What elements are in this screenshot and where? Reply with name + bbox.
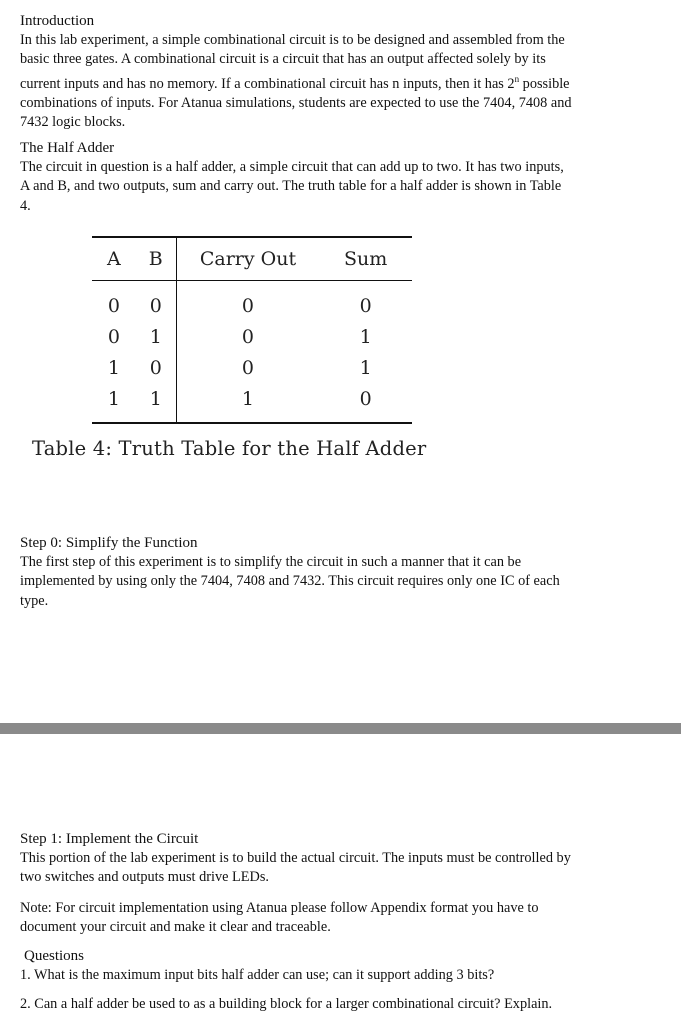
truth-table xyxy=(92,236,412,424)
cell-a: 0 xyxy=(107,325,120,348)
page-divider xyxy=(0,723,681,734)
question-2: 2. Can a half adder be used to as a building block for a larger combinational circuit? Explain. xyxy=(20,996,553,1013)
cell-a: 0 xyxy=(107,294,120,317)
cell-carry-out: 0 xyxy=(241,325,255,348)
half-adder-heading: The Half Adder xyxy=(20,140,115,156)
step1-line: two switches and outputs must drive LEDs. xyxy=(20,869,269,886)
table-row xyxy=(92,383,412,423)
cell-sum: 1 xyxy=(359,325,372,348)
cell-sum: 0 xyxy=(359,387,372,410)
half-adder-line: The circuit in question is a half adder, a simple circuit that can add up to two. It has two inputs, xyxy=(20,159,564,176)
step0-heading: Step 0: Simplify the Function xyxy=(20,535,198,551)
introduction-line: combinations of inputs. For Atanua simulations, students are expected to use the 7404, 7408 and xyxy=(20,94,572,111)
header-sum: Sum xyxy=(343,248,388,270)
note-section xyxy=(20,899,660,937)
questions-section xyxy=(20,947,660,1015)
questions-heading: Questions xyxy=(24,948,84,964)
table-caption: Table 4: Truth Table for the Half Adder xyxy=(32,437,427,460)
table-row xyxy=(92,321,412,352)
step1-line: This portion of the lab experiment is to build the actual circuit. The inputs must be controlled by xyxy=(20,850,571,867)
introduction-line: In this lab experiment, a simple combinational circuit is to be designed and assembled from the xyxy=(20,32,565,49)
introduction-line-text: current inputs and has no memory. If a combinational circuit has n inputs, then it has 2 xyxy=(20,75,515,92)
header-a: A xyxy=(107,248,121,270)
introduction-line: basic three gates. A combinational circuit is a circuit that has an output affected solely by its xyxy=(20,51,546,68)
cell-carry-out: 0 xyxy=(241,294,255,317)
cell-a: 1 xyxy=(107,356,120,379)
half-adder-line: A and B, and two outputs, sum and carry out. The truth table for a half adder is shown in Table xyxy=(20,178,562,195)
question-1: 1. What is the maximum input bits half adder can use; can it support adding 3 bits? xyxy=(20,967,495,984)
introduction-line: 7432 logic blocks. xyxy=(20,113,126,130)
half-adder-line: 4. xyxy=(20,197,31,214)
cell-carry-out: 1 xyxy=(241,387,255,410)
table-row xyxy=(92,352,412,383)
cell-b: 1 xyxy=(136,383,176,423)
step0-section xyxy=(20,534,660,611)
cell-sum: 1 xyxy=(359,356,372,379)
half-adder-section xyxy=(20,139,660,216)
note-line: Note: For circuit implementation using Atanua please follow Appendix format you have to xyxy=(20,900,539,916)
step0-line: type. xyxy=(20,592,49,609)
introduction-section xyxy=(20,12,660,132)
step1-heading: Step 1: Implement the Circuit xyxy=(20,831,199,847)
truth-table-container xyxy=(92,236,412,424)
superscript-n: n xyxy=(514,73,520,84)
truth-table-header-row xyxy=(92,237,412,281)
cell-carry-out: 0 xyxy=(241,356,255,379)
header-carry-out: Carry Out xyxy=(199,248,297,270)
cell-sum: 0 xyxy=(359,294,372,317)
introduction-line-tail: possible xyxy=(519,75,570,92)
header-b: B xyxy=(136,237,176,281)
introduction-heading: Introduction xyxy=(20,13,95,29)
cell-b: 0 xyxy=(136,352,176,383)
step0-line: The first step of this experiment is to simplify the circuit in such a manner that it can be xyxy=(20,554,522,571)
cell-a: 1 xyxy=(107,387,120,410)
cell-b: 0 xyxy=(136,281,176,322)
introduction-line xyxy=(20,70,660,94)
cell-b: 1 xyxy=(136,321,176,352)
note-line: document your circuit and make it clear and traceable. xyxy=(20,919,331,936)
step0-line: implemented by using only the 7404, 7408 and 7432. This circuit requires only one IC of each xyxy=(20,573,560,590)
step1-section xyxy=(20,830,660,888)
table-row xyxy=(92,281,412,322)
